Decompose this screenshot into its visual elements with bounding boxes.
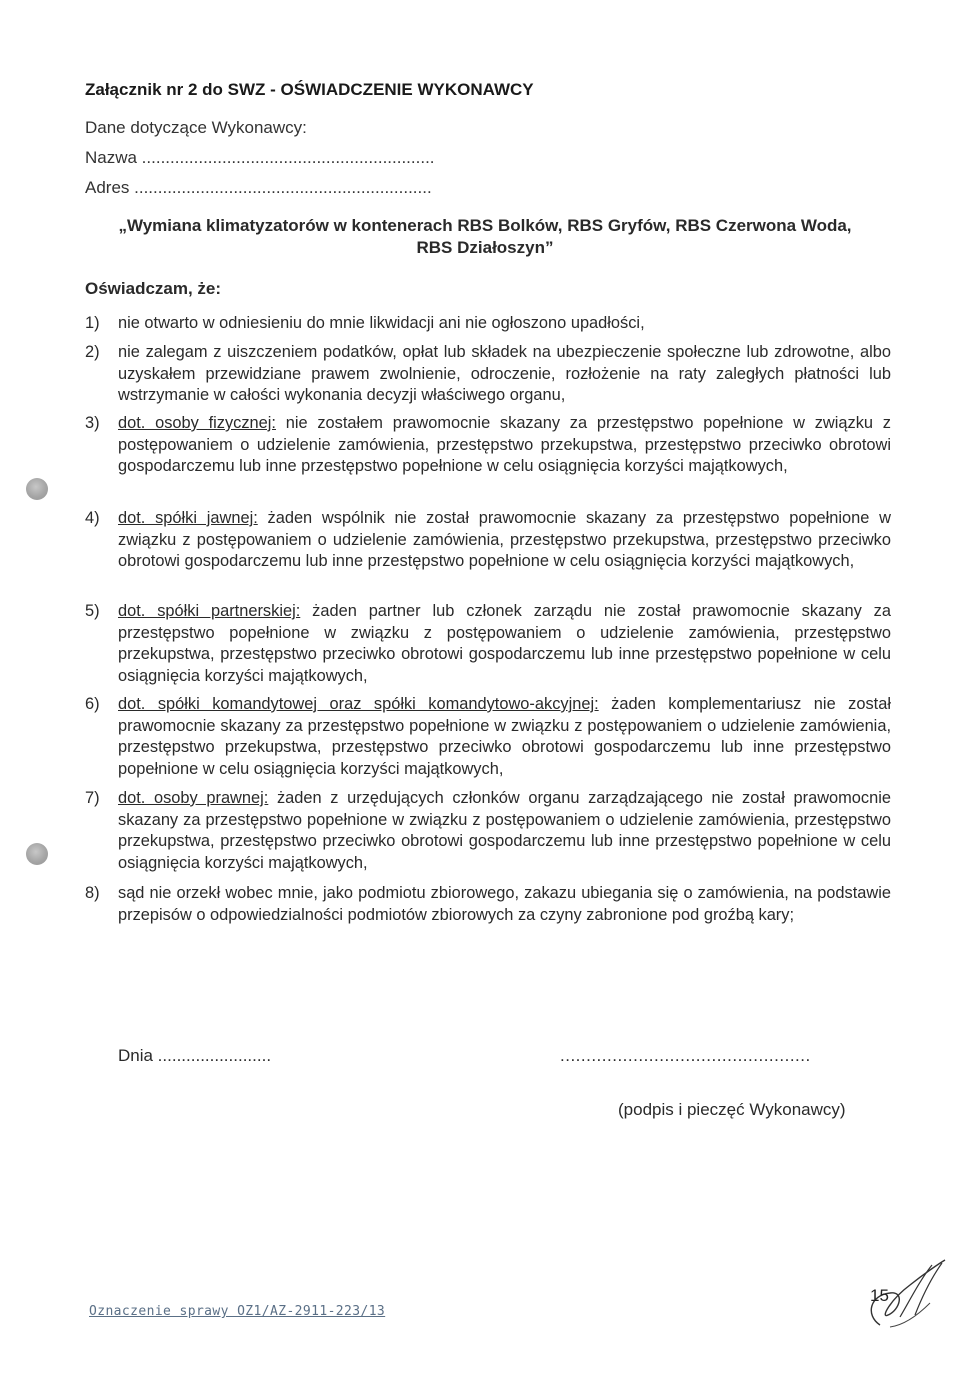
procurement-title xyxy=(85,215,885,259)
item-text: żaden wspólnik nie został prawomocnie skazany za przestępstwo popełnione w związku z postępowaniem o udzielenie zamówienia, przestępstwo przekupstwa, przestępstwo przeciwko obrotowi gospodarczemu lub inne przestępstwo popełnione w celu osiągnięcia korzyści majątkowych, xyxy=(118,509,891,571)
declaration-item-7 xyxy=(85,788,891,874)
declaration-item-6 xyxy=(85,694,891,780)
item-number: 6) xyxy=(85,695,100,713)
declaration-item-2 xyxy=(85,342,891,407)
contractor-data-label: Dane dotyczące Wykonawcy: xyxy=(85,118,307,137)
item-number: 5) xyxy=(85,602,100,620)
item-number: 4) xyxy=(85,509,100,527)
declaration-item-8 xyxy=(85,883,891,926)
item-text: nie otwarto w odniesieniu do mnie likwidacji ani nie ogłoszono upadłości, xyxy=(118,314,645,332)
signature-field: ................................................ xyxy=(560,1046,811,1065)
item-text: żaden partner lub członek zarządu nie został prawomocnie skazany za przestępstwo popełnione w związku z postępowaniem o udzielenie zamówienia, przestępstwo przekupstwa, przestępstwo przeciwko obrotowi gospodarczemu lub inne przestępstwo popełnione w celu osiągnięcia korzyści majątkowych, xyxy=(118,602,891,685)
item-prefix: dot. spółki komandytowej oraz spółki komandytowo-akcyjnej: xyxy=(118,695,599,713)
procurement-title-line-1: „Wymiana klimatyzatorów w kontenerach RBS Bolków, RBS Gryfów, RBS Czerwona Woda, xyxy=(118,216,852,235)
item-prefix: dot. osoby fizycznej: xyxy=(118,414,276,432)
signature-caption: (podpis i pieczęć Wykonawcy) xyxy=(618,1100,846,1119)
item-number: 8) xyxy=(85,884,100,902)
date-field: Dnia ........................ xyxy=(118,1046,272,1065)
contractor-address-field: Adres ............................................................... xyxy=(85,178,432,197)
item-text: nie zalegam z uiszczeniem podatków, opłat lub składek na ubezpieczenie społeczne lub zdrowotne, albo uzyskałem przewidziane prawem zwolnienie, odroczenie, rozłożenie na raty zaległych płatności lub wstrzymanie w całości wykonania decyzji właściwego organu, xyxy=(118,343,891,405)
declaration-item-3 xyxy=(85,413,891,478)
contractor-name-field: Nazwa .............................................................. xyxy=(85,148,435,167)
case-reference: Oznaczenie sprawy OZ1/AZ-2911-223/13 xyxy=(89,1304,386,1319)
punch-hole-top xyxy=(26,478,48,500)
procurement-title-line-2: RBS Działoszyn” xyxy=(416,238,554,257)
item-number: 2) xyxy=(85,343,100,361)
item-number: 3) xyxy=(85,414,100,432)
item-text: żaden komplementariusz nie został prawomocnie skazany za przestępstwo popełnione w związku z postępowaniem o udzielenie zamówienia, przestępstwo przekupstwa, przestępstwo przeciwko obrotowi gospodarczemu lub inne przestępstwo popełnione w celu osiągnięcia korzyści majątkowych, xyxy=(118,695,891,778)
page-number: 15 xyxy=(870,1286,889,1305)
item-number: 1) xyxy=(85,314,100,332)
item-text: żaden z urzędujących członków organu zarządzającego nie został prawomocnie skazany za przestępstwo popełnione w związku z postępowaniem o udzielenie zamówienia, przestępstwo przekupstwa, przestępstwo przeciwko obrotowi gospodarczemu lub inne przestępstwo popełnione w celu osiągnięcia korzyści majątkowych, xyxy=(118,789,891,872)
item-text: sąd nie orzekł wobec mnie, jako podmiotu zbiorowego, zakazu ubiegania się o zamówienia, na podstawie przepisów o odpowiedzialności podmiotów zbiorowych za czyny zabronione pod groźbą kary; xyxy=(118,884,891,924)
declaration-item-1 xyxy=(85,313,891,335)
declaration-item-5 xyxy=(85,601,891,687)
punch-hole-bottom xyxy=(26,843,48,865)
declaration-label: Oświadczam, że: xyxy=(85,279,222,298)
item-prefix: dot. osoby prawnej: xyxy=(118,789,269,807)
item-text: nie zostałem prawomocnie skazany za przestępstwo popełnione w związku z postępowaniem o udzielenie zamówienia, przestępstwo przekupstwa, przestępstwo przeciwko obrotowi gospodarczemu lub inne przestępstwo popełnione w celu osiągnięcia korzyści majątkowych, xyxy=(118,414,891,476)
item-number: 7) xyxy=(85,789,100,807)
item-prefix: dot. spółki jawnej: xyxy=(118,509,258,527)
document-title: Załącznik nr 2 do SWZ - OŚWIADCZENIE WYKONAWCY xyxy=(85,80,534,99)
declaration-item-4 xyxy=(85,508,891,573)
item-prefix: dot. spółki partnerskiej: xyxy=(118,602,301,620)
